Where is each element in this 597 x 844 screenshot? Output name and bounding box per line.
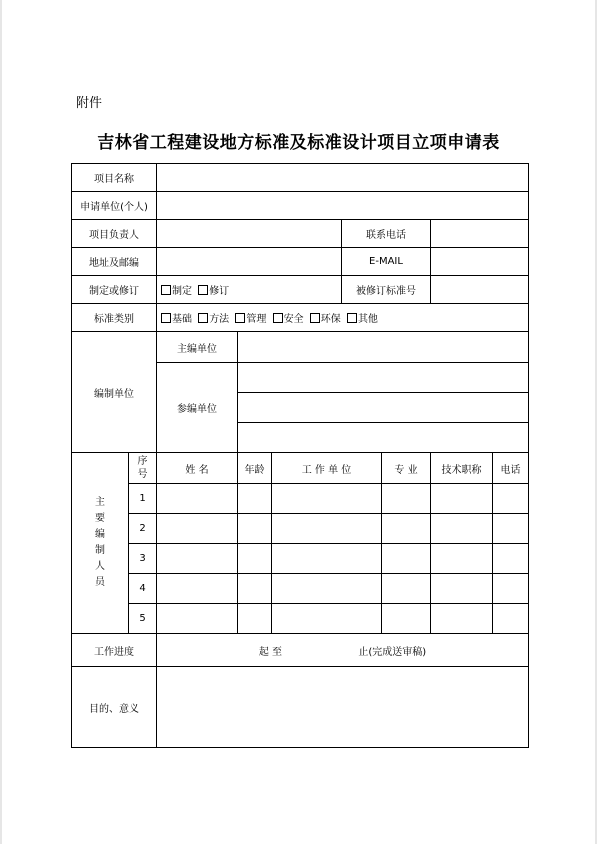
cell-name[interactable]	[157, 514, 238, 544]
table-row	[72, 544, 529, 574]
cell-major[interactable]	[382, 574, 431, 604]
row-purpose	[72, 667, 529, 748]
row-staff-header	[72, 453, 529, 484]
page-edge-left	[0, 0, 2, 844]
header-seq: 序 号	[129, 453, 157, 484]
cell-major[interactable]	[382, 544, 431, 574]
cell-work-unit[interactable]	[272, 604, 382, 634]
cell-title[interactable]	[431, 544, 493, 574]
option-make[interactable]: 制定	[161, 286, 192, 297]
cell-title[interactable]	[431, 484, 493, 514]
input-revised-standard-no[interactable]	[431, 276, 529, 304]
label-chief-unit: 主编单位	[157, 332, 238, 363]
label-main-staff: 主 要 编 制 人 员	[72, 453, 129, 634]
input-project-name[interactable]	[157, 164, 529, 192]
checkbox-other[interactable]	[347, 313, 357, 323]
cell-work-unit[interactable]	[272, 574, 382, 604]
cell-name[interactable]	[157, 574, 238, 604]
cell-age[interactable]	[238, 604, 272, 634]
header-work-unit: 工 作 单 位	[272, 453, 382, 484]
row-leader-phone	[72, 220, 529, 248]
cell-major[interactable]	[382, 514, 431, 544]
label-work-progress: 工作进度	[72, 634, 157, 667]
table-row	[72, 484, 529, 514]
cell-work-unit[interactable]	[272, 514, 382, 544]
label-compiling-unit: 编制单位	[72, 332, 157, 453]
option-management[interactable]: 管理	[235, 314, 266, 325]
cell-age[interactable]	[238, 514, 272, 544]
table-row	[72, 574, 529, 604]
header-phone: 电话	[493, 453, 529, 484]
row-work-progress	[72, 634, 529, 667]
input-address-postcode[interactable]	[157, 248, 342, 276]
cell-work-unit[interactable]	[272, 484, 382, 514]
row-number: 5	[129, 604, 157, 634]
label-participating-unit: 参编单位	[157, 363, 238, 453]
cell-title[interactable]	[431, 574, 493, 604]
label-email: E-MAIL	[342, 248, 431, 276]
cell-phone[interactable]	[493, 484, 529, 514]
cell-age[interactable]	[238, 484, 272, 514]
input-work-progress[interactable]	[157, 634, 529, 667]
header-major: 专 业	[382, 453, 431, 484]
row-applicant	[72, 192, 529, 220]
option-basic[interactable]: 基础	[161, 314, 192, 325]
row-number: 3	[129, 544, 157, 574]
cell-phone[interactable]	[493, 604, 529, 634]
row-project-name	[72, 164, 529, 192]
row-number: 4	[129, 574, 157, 604]
option-other[interactable]: 其他	[347, 314, 378, 325]
option-revise[interactable]: 修订	[198, 286, 229, 297]
cell-name[interactable]	[157, 484, 238, 514]
label-project-leader: 项目负责人	[72, 220, 157, 248]
label-address-postcode: 地址及邮编	[72, 248, 157, 276]
cell-age[interactable]	[238, 574, 272, 604]
input-applicant[interactable]	[157, 192, 529, 220]
checkbox-management[interactable]	[235, 313, 245, 323]
input-participating-unit-3[interactable]	[238, 423, 529, 453]
input-chief-unit[interactable]	[238, 332, 529, 363]
cell-phone[interactable]	[493, 544, 529, 574]
label-make-or-revise: 制定或修订	[72, 276, 157, 304]
checkbox-safety[interactable]	[273, 313, 283, 323]
row-number: 2	[129, 514, 157, 544]
application-form-table	[71, 163, 529, 748]
category-options	[157, 304, 529, 332]
table-row	[72, 604, 529, 634]
row-standard-category	[72, 304, 529, 332]
table-row	[72, 514, 529, 544]
option-environment[interactable]: 环保	[310, 314, 341, 325]
header-age: 年龄	[238, 453, 272, 484]
attachment-label: 附件	[76, 96, 103, 111]
cell-age[interactable]	[238, 544, 272, 574]
label-applicant: 申请单位(个人)	[72, 192, 157, 220]
make-options	[157, 276, 342, 304]
cell-title[interactable]	[431, 514, 493, 544]
input-purpose[interactable]	[157, 667, 529, 748]
row-address-email	[72, 248, 529, 276]
checkbox-make[interactable]	[161, 285, 171, 295]
label-revised-standard-no: 被修订标准号	[342, 276, 431, 304]
label-project-name: 项目名称	[72, 164, 157, 192]
checkbox-revise[interactable]	[198, 285, 208, 295]
progress-from-to: 起 至	[258, 646, 283, 658]
input-participating-unit-2[interactable]	[238, 393, 529, 423]
row-make-revise	[72, 276, 529, 304]
cell-name[interactable]	[157, 604, 238, 634]
row-chief-unit	[72, 332, 529, 363]
header-title: 技术职称	[431, 453, 493, 484]
progress-completion: 止(完成送审稿)	[358, 646, 427, 658]
input-email[interactable]	[431, 248, 529, 276]
checkbox-environment[interactable]	[310, 313, 320, 323]
label-contact-phone: 联系电话	[342, 220, 431, 248]
row-number: 1	[129, 484, 157, 514]
checkbox-method[interactable]	[198, 313, 208, 323]
input-contact-phone[interactable]	[431, 220, 529, 248]
option-safety[interactable]: 安全	[273, 314, 304, 325]
checkbox-basic[interactable]	[161, 313, 171, 323]
option-method[interactable]: 方法	[198, 314, 229, 325]
form-title: 吉林省工程建设地方标准及标准设计项目立项申请表	[97, 133, 500, 153]
cell-work-unit[interactable]	[272, 544, 382, 574]
cell-phone[interactable]	[493, 514, 529, 544]
header-name: 姓 名	[157, 453, 238, 484]
cell-phone[interactable]	[493, 574, 529, 604]
input-project-leader[interactable]	[157, 220, 342, 248]
input-participating-unit-1[interactable]	[238, 363, 529, 393]
cell-major[interactable]	[382, 484, 431, 514]
cell-name[interactable]	[157, 544, 238, 574]
label-standard-category: 标准类别	[72, 304, 157, 332]
cell-major[interactable]	[382, 604, 431, 634]
label-purpose: 目的、意义	[72, 667, 157, 748]
cell-title[interactable]	[431, 604, 493, 634]
